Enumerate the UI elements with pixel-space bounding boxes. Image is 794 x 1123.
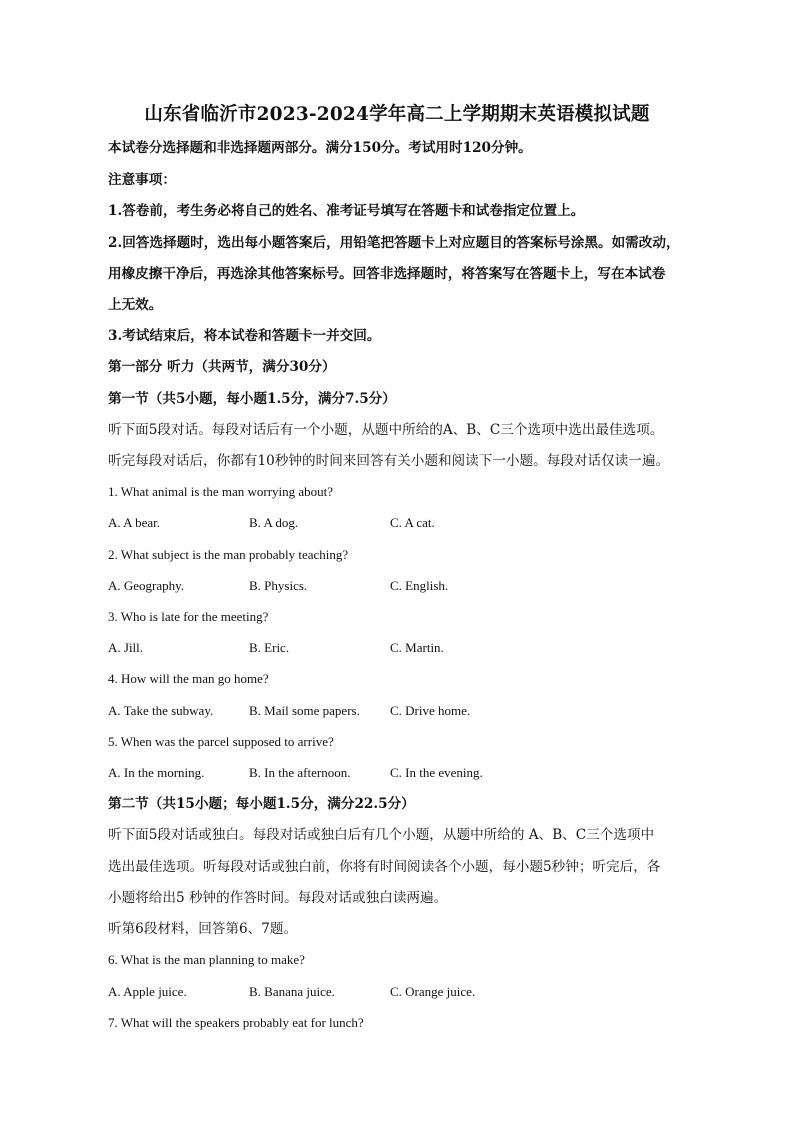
question-6: 6. What is the man planning to make?: [108, 952, 305, 967]
q1-option-a: A. A bear.: [108, 515, 160, 530]
notice-line-1: 1.答卷前，考生务必将自己的姓名、准考证号填写在答题卡和试卷指定位置上。: [108, 203, 585, 219]
q6-option-c: C. Orange juice.: [390, 984, 476, 999]
notice-line-3: 用橡皮擦干净后，再选涂其他答案标号。回答非选择题时，将答案写在答题卡上，写在本试卷: [108, 266, 666, 282]
q5-option-c: C. In the evening.: [390, 765, 483, 780]
question-7: 7. What will the speakers probably eat for lunch?: [108, 1015, 364, 1030]
q3-option-a: A. Jill.: [108, 640, 144, 655]
question-5: 5. When was the parcel supposed to arrive?: [108, 734, 334, 749]
exam-intro: 本试卷分选择题和非选择题两部分。满分150分。考试用时120分钟。: [108, 140, 532, 156]
section2-heading: 第二节（共15小题；每小题1.5分，满分22.5分）: [108, 796, 415, 812]
exam-title: 山东省临沂市2023-2024学年高二上学期期末英语模拟试题: [144, 104, 650, 125]
section1-heading: 第一节（共5小题，每小题1.5分，满分7.5分）: [108, 391, 396, 407]
q2-option-c: C. English.: [390, 578, 449, 593]
q5-option-a: A. In the morning.: [108, 765, 205, 780]
q1-option-b: B. A dog.: [249, 515, 299, 530]
q4-option-a: A. Take the subway.: [108, 703, 214, 718]
section2-instruction-2: 选出最佳选项。听每段对话或独白前，你将有时间阅读各个小题，每小题5秒钟；听完后，各: [108, 859, 661, 875]
question-3: 3. Who is late for the meeting?: [108, 609, 269, 624]
notice-heading: 注意事项：: [108, 172, 176, 188]
q6-option-a: A. Apple juice.: [108, 984, 187, 999]
q1-option-c: C. A cat.: [390, 515, 435, 530]
q4-option-c: C. Drive home.: [390, 703, 471, 718]
notice-line-5: 3.考试结束后，将本试卷和答题卡一并交回。: [108, 328, 381, 344]
question-2: 2. What subject is the man probably teaching?: [108, 547, 349, 562]
question-4: 4. How will the man go home?: [108, 671, 269, 686]
section1-instruction-2: 听完每段对话后，你都有10秒钟的时间来回答有关小题和阅读下一小题。每段对话仅读一遍。: [108, 453, 670, 469]
section2-instruction-3: 小题将给出5 秒钟的作答时间。每段对话或独白读两遍。: [108, 890, 448, 906]
q2-option-a: A. Geography.: [108, 578, 185, 593]
section2-instruction-1: 听下面5段对话或独白。每段对话或独白后有几个小题，从题中所给的 A、B、C三个选项中: [108, 827, 655, 843]
q3-option-b: B. Eric.: [249, 640, 290, 655]
section1-instruction-1: 听下面5段对话。每段对话后有一个小题，从题中所给的A、B、C三个选项中选出最佳选项。: [108, 422, 664, 438]
question-1: 1. What animal is the man worrying about?: [108, 484, 334, 499]
notice-line-4: 上无效。: [108, 297, 163, 313]
q2-option-b: B. Physics.: [249, 578, 308, 593]
q3-option-c: C. Martin.: [390, 640, 444, 655]
q6-option-b: B. Banana juice.: [249, 984, 335, 999]
part1-heading: 第一部分 听力（共两节，满分30分）: [108, 359, 336, 375]
material-6-label: 听第6段材料，回答第6、7题。: [108, 921, 298, 937]
q4-option-b: B. Mail some papers.: [249, 703, 360, 718]
notice-line-2: 2.回答选择题时，选出每小题答案后，用铅笔把答题卡上对应题目的答案标号涂黑。如需改动，: [108, 235, 680, 251]
q5-option-b: B. In the afternoon.: [249, 765, 351, 780]
